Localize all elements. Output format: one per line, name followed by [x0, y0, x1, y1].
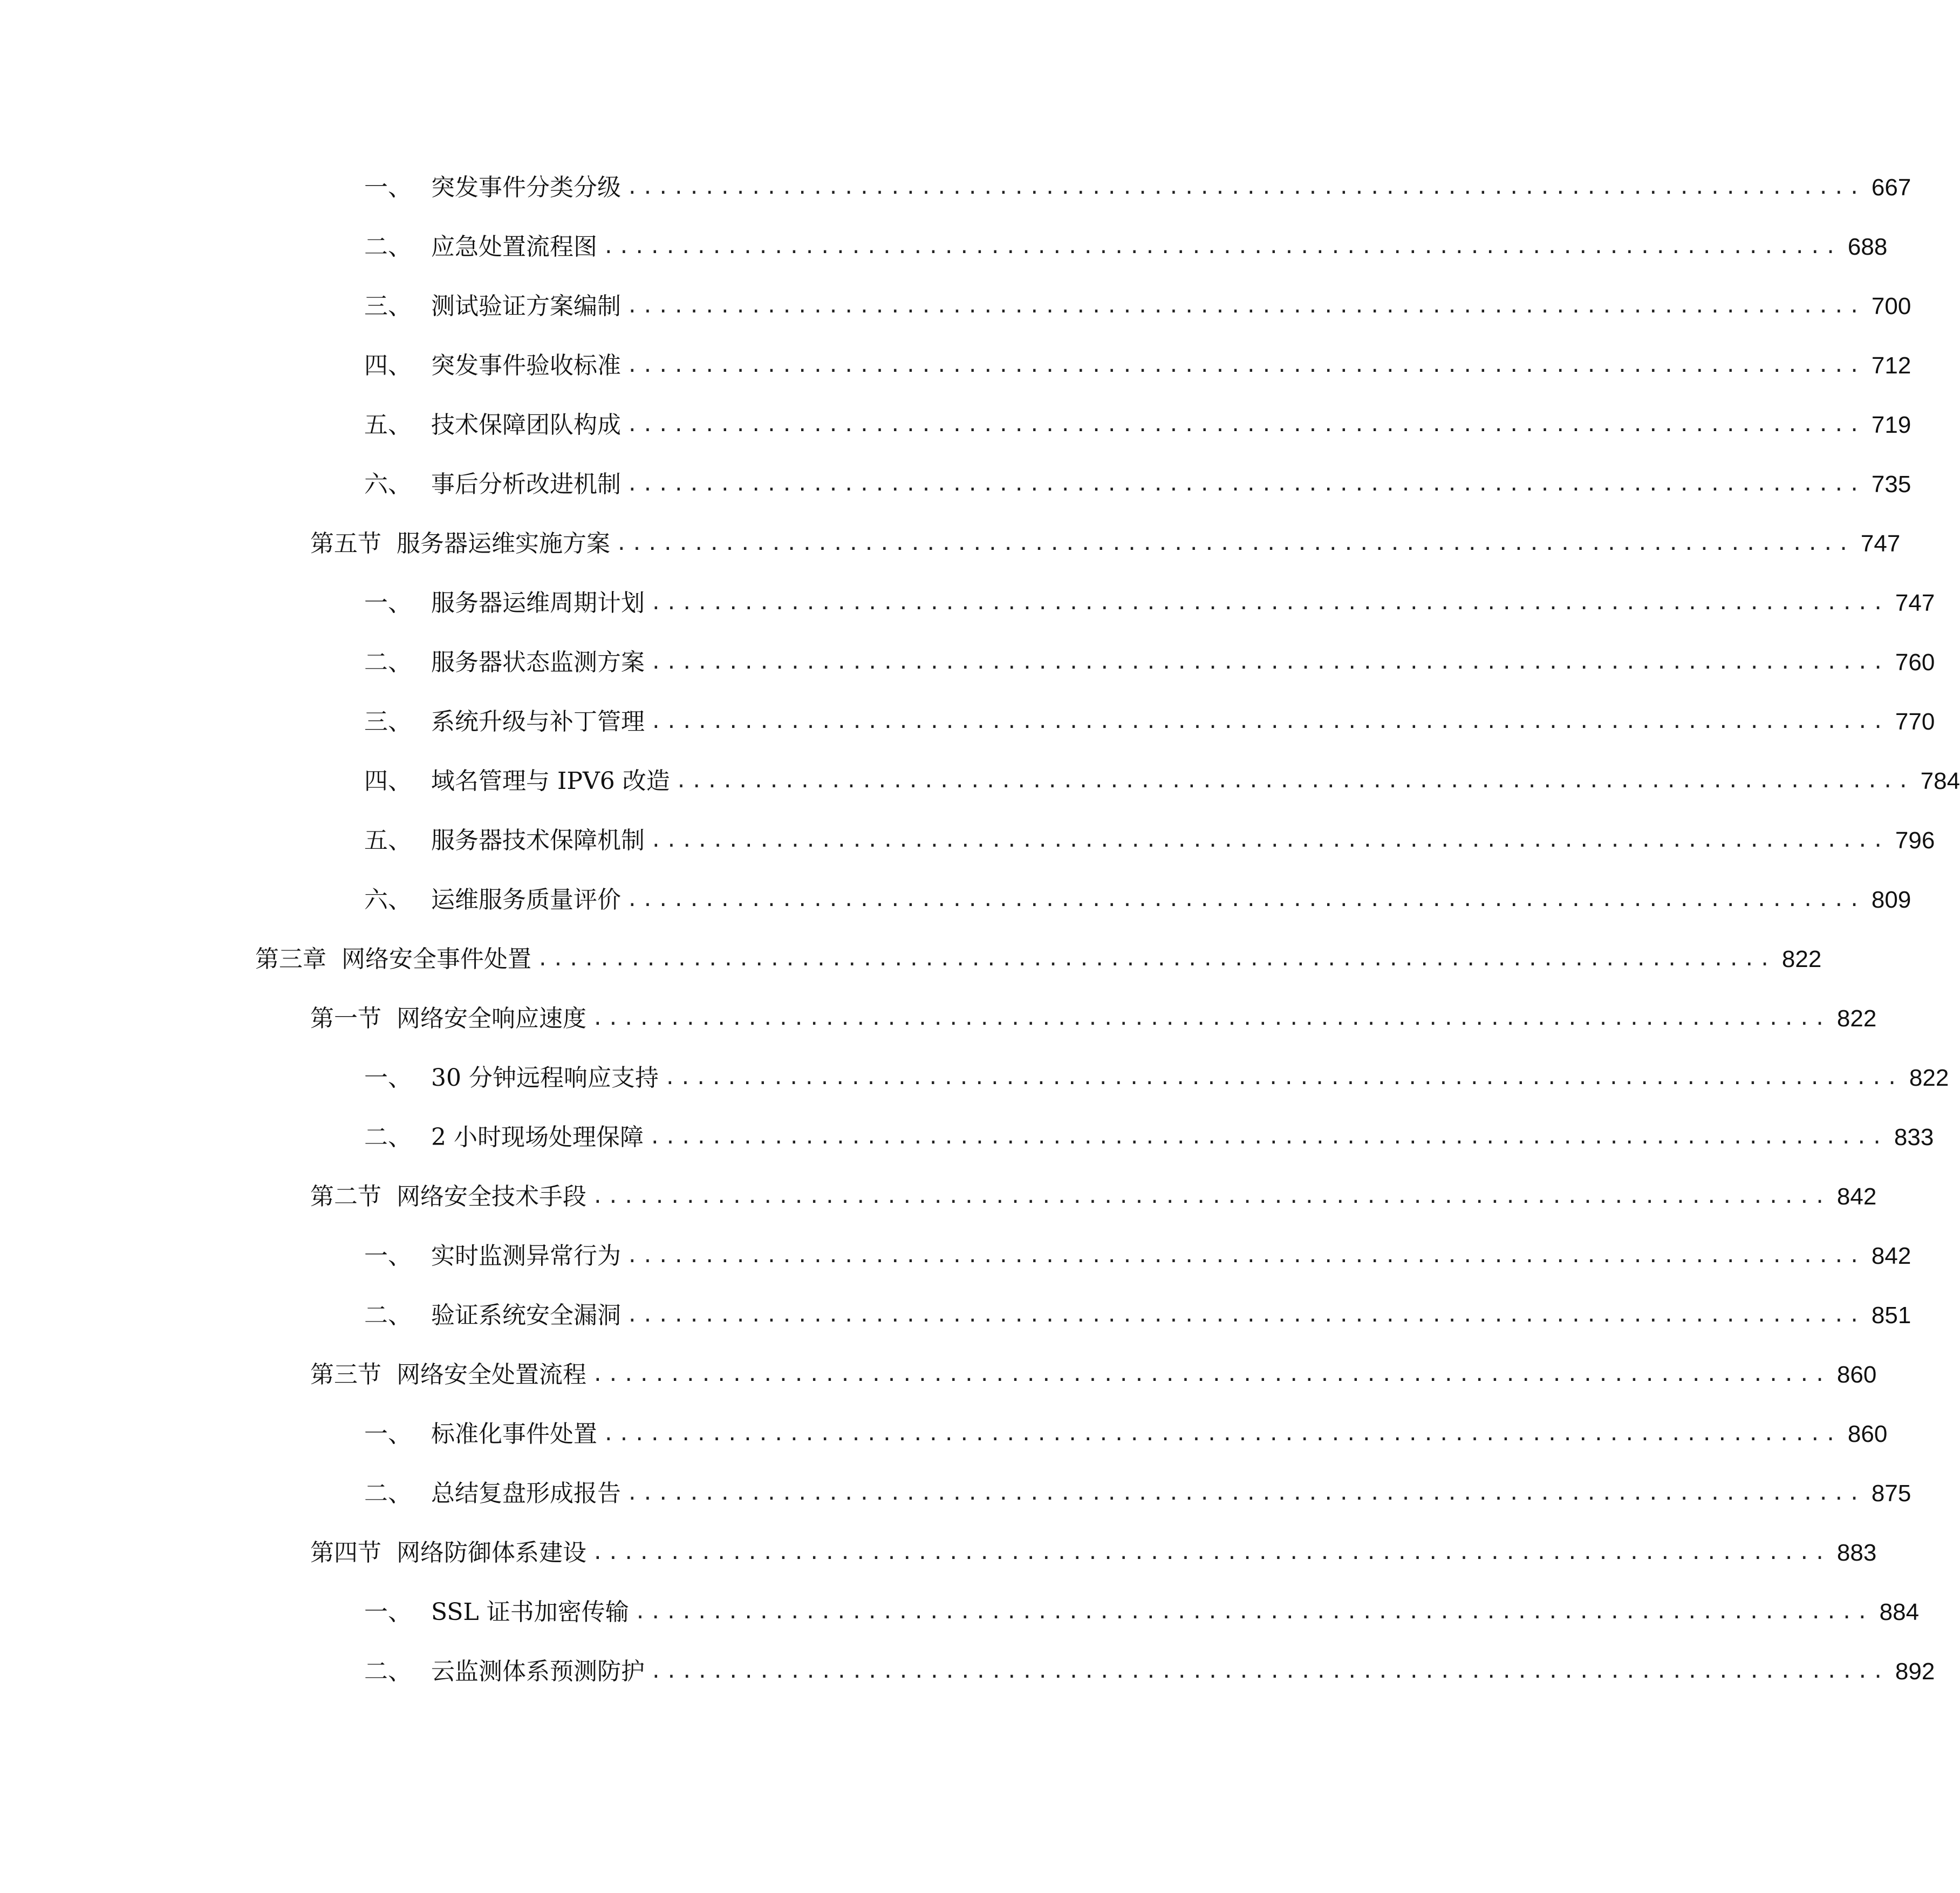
- toc-dot-leader: ................................................................................: [675, 770, 1913, 792]
- toc-entry[interactable]: [364, 703, 1935, 741]
- toc-entry-page: 770: [1895, 709, 1935, 735]
- toc-dot-leader: ................................................................................: [537, 948, 1774, 970]
- toc-section-entry[interactable]: [310, 1534, 1877, 1572]
- toc-entry-title: 2 小时现场处理保障: [431, 1123, 644, 1151]
- toc-dot-leader: ................................................................................: [650, 829, 1888, 852]
- toc-dot-leader: ................................................................................: [626, 1482, 1864, 1504]
- toc-entry-page: 883: [1836, 1540, 1877, 1566]
- toc-dot-leader: ................................................................................: [603, 1423, 1840, 1445]
- toc-entry[interactable]: [364, 466, 1911, 503]
- toc-entry-number: 五、: [364, 411, 412, 439]
- toc-entry[interactable]: [364, 762, 1960, 800]
- toc-entry[interactable]: [364, 1415, 1888, 1453]
- toc-entry-title: 运维服务质量评价: [431, 886, 621, 914]
- toc-entry[interactable]: [364, 288, 1911, 325]
- toc-entry-title: 事后分析改进机制: [431, 471, 621, 498]
- toc-entry[interactable]: [364, 1475, 1911, 1513]
- toc-entry-title: 测试验证方案编制: [431, 292, 621, 320]
- toc-entry-page: 822: [1836, 1005, 1877, 1032]
- toc-entry-number: 第二节: [310, 1183, 381, 1210]
- toc-entry[interactable]: [364, 228, 1888, 266]
- toc-dot-leader: ................................................................................: [648, 1126, 1887, 1148]
- toc-entry-title: SSL 证书加密传输: [431, 1598, 629, 1626]
- toc-entry-page: 842: [1836, 1183, 1877, 1210]
- toc-dot-leader: ................................................................................: [626, 473, 1864, 495]
- toc-entry-title: 服务器运维周期计划: [431, 589, 645, 617]
- toc-dot-leader: ................................................................................: [626, 889, 1864, 911]
- toc-entry-page: 719: [1871, 412, 1911, 438]
- toc-entry-number: 二、: [364, 1658, 412, 1685]
- toc-entry-number: 第四节: [310, 1539, 381, 1567]
- toc-entry-title: 实时监测异常行为: [431, 1242, 621, 1270]
- toc-entry-page: 747: [1860, 530, 1901, 557]
- toc-entry[interactable]: [364, 406, 1911, 444]
- toc-section-entry[interactable]: [310, 1000, 1877, 1038]
- toc-entry-number: 三、: [364, 292, 412, 320]
- toc-entry[interactable]: [364, 584, 1935, 622]
- toc-entry-number: 四、: [364, 352, 412, 379]
- toc-entry-title: 30 分钟远程响应支持: [431, 1064, 659, 1092]
- toc-entry-page: 822: [1781, 946, 1822, 972]
- toc-entry-title: 网络安全技术手段: [397, 1183, 586, 1210]
- toc-entry-page: 860: [1836, 1361, 1877, 1388]
- toc-entry-title: 网络防御体系建设: [397, 1539, 586, 1567]
- toc-entry-page: 760: [1895, 649, 1935, 676]
- toc-entry-number: 六、: [364, 886, 412, 914]
- toc-dot-leader: ................................................................................: [650, 592, 1888, 614]
- toc-dot-leader: ................................................................................: [626, 176, 1864, 199]
- toc-entry-number: 四、: [364, 767, 412, 795]
- toc-dot-leader: ................................................................................: [626, 355, 1864, 377]
- toc-entry-page: 784: [1920, 768, 1960, 794]
- toc-entry[interactable]: [364, 1119, 1934, 1156]
- toc-entry[interactable]: [364, 169, 1911, 207]
- toc-dot-leader: ................................................................................: [626, 1245, 1864, 1267]
- toc-entry-number: 二、: [364, 1302, 412, 1329]
- toc-dot-leader: ................................................................................: [626, 1304, 1864, 1326]
- toc-entry-number: 六、: [364, 471, 412, 498]
- toc-entry-title: 应急处置流程图: [431, 233, 597, 261]
- toc-entry-number: 第三节: [310, 1361, 381, 1388]
- toc-entry-number: 一、: [364, 1242, 412, 1270]
- toc-entry-page: 851: [1871, 1302, 1911, 1329]
- toc-section-entry[interactable]: [310, 1178, 1877, 1216]
- toc-entry-title: 域名管理与 IPV6 改造: [431, 767, 670, 795]
- toc-entry-number: 二、: [364, 1123, 412, 1151]
- toc-entry-number: 三、: [364, 708, 412, 736]
- toc-entry-title: 服务器运维实施方案: [397, 530, 610, 557]
- toc-dot-leader: ................................................................................: [626, 295, 1864, 317]
- toc-entry-page: 700: [1871, 293, 1911, 319]
- toc-dot-leader: ................................................................................: [650, 1660, 1888, 1683]
- toc-dot-leader: ................................................................................: [592, 1007, 1829, 1030]
- toc-entry-title: 系统升级与补丁管理: [431, 708, 645, 736]
- toc-entry[interactable]: [364, 1059, 1949, 1097]
- toc-entry-number: 二、: [364, 233, 412, 261]
- toc-entry-title: 技术保障团队构成: [431, 411, 621, 439]
- toc-dot-leader: ................................................................................: [616, 533, 1853, 555]
- toc-entry-number: 一、: [364, 1598, 412, 1626]
- toc-dot-leader: ................................................................................: [650, 711, 1888, 733]
- toc-entry-number: 一、: [364, 589, 412, 617]
- toc-entry-page: 833: [1894, 1124, 1934, 1150]
- toc-entry-number: 第一节: [310, 1005, 381, 1032]
- toc-entry-page: 860: [1847, 1421, 1888, 1447]
- toc-dot-leader: ................................................................................: [592, 1542, 1829, 1564]
- toc-entry-number: 二、: [364, 1480, 412, 1507]
- toc-entry-number: 第五节: [310, 530, 381, 557]
- toc-entry-page: 822: [1909, 1065, 1949, 1091]
- toc-dot-leader: ................................................................................: [634, 1601, 1872, 1623]
- toc-dot-leader: ................................................................................: [626, 414, 1864, 436]
- toc-entry[interactable]: [364, 644, 1935, 682]
- toc-entry-title: 云监测体系预测防护: [431, 1658, 645, 1685]
- toc-entry-title: 突发事件分类分级: [431, 174, 621, 201]
- toc-dot-leader: ................................................................................: [603, 236, 1840, 258]
- toc-entry-page: 747: [1895, 590, 1935, 616]
- toc-entry-page: 688: [1847, 234, 1888, 260]
- toc-dot-leader: ................................................................................: [664, 1067, 1902, 1089]
- toc-entry-number: 一、: [364, 1064, 412, 1092]
- toc-entry-page: 875: [1871, 1480, 1911, 1507]
- toc-entry-page: 892: [1895, 1658, 1935, 1685]
- toc-entry-title: 网络安全事件处置: [342, 945, 531, 973]
- toc-entry-title: 服务器状态监测方案: [431, 649, 645, 676]
- toc-section-entry[interactable]: [310, 525, 1901, 563]
- toc-entry-title: 服务器技术保障机制: [431, 827, 645, 854]
- toc-section-entry[interactable]: [310, 1356, 1877, 1394]
- toc-entry-number: 一、: [364, 174, 412, 201]
- toc-entry-title: 突发事件验收标准: [431, 352, 621, 379]
- toc-entry[interactable]: [364, 822, 1935, 860]
- toc-dot-leader: ................................................................................: [592, 1364, 1829, 1386]
- toc-entry-title: 标准化事件处置: [431, 1420, 597, 1448]
- toc-entry[interactable]: [364, 881, 1911, 919]
- toc-entry-title: 网络安全响应速度: [397, 1005, 586, 1032]
- toc-entry-page: 809: [1871, 887, 1911, 913]
- toc-dot-leader: ................................................................................: [650, 651, 1888, 673]
- toc-entry-title: 网络安全处置流程: [397, 1361, 586, 1388]
- toc-entry-page: 667: [1871, 174, 1911, 201]
- toc-entry-title: 验证系统安全漏洞: [431, 1302, 621, 1329]
- toc-entry[interactable]: [364, 347, 1911, 385]
- toc-entry[interactable]: [364, 1653, 1935, 1691]
- toc-dot-leader: ................................................................................: [592, 1186, 1829, 1208]
- toc-entry-number: 一、: [364, 1420, 412, 1448]
- toc-entry-page: 884: [1879, 1599, 1920, 1625]
- toc-entry-number: 五、: [364, 827, 412, 854]
- toc-entry-number: 二、: [364, 649, 412, 676]
- toc-entry[interactable]: [364, 1297, 1911, 1334]
- toc-chapter-entry[interactable]: [255, 941, 1822, 978]
- toc-entry-title: 总结复盘形成报告: [431, 1480, 621, 1507]
- toc-entry-page: 842: [1871, 1243, 1911, 1269]
- toc-entry[interactable]: [364, 1237, 1911, 1275]
- toc-entry-number: 第三章: [255, 945, 326, 973]
- toc-entry-page: 735: [1871, 471, 1911, 498]
- toc-entry-page: 712: [1871, 352, 1911, 379]
- toc-entry-page: 796: [1895, 827, 1935, 854]
- toc-entry[interactable]: [364, 1594, 1920, 1631]
